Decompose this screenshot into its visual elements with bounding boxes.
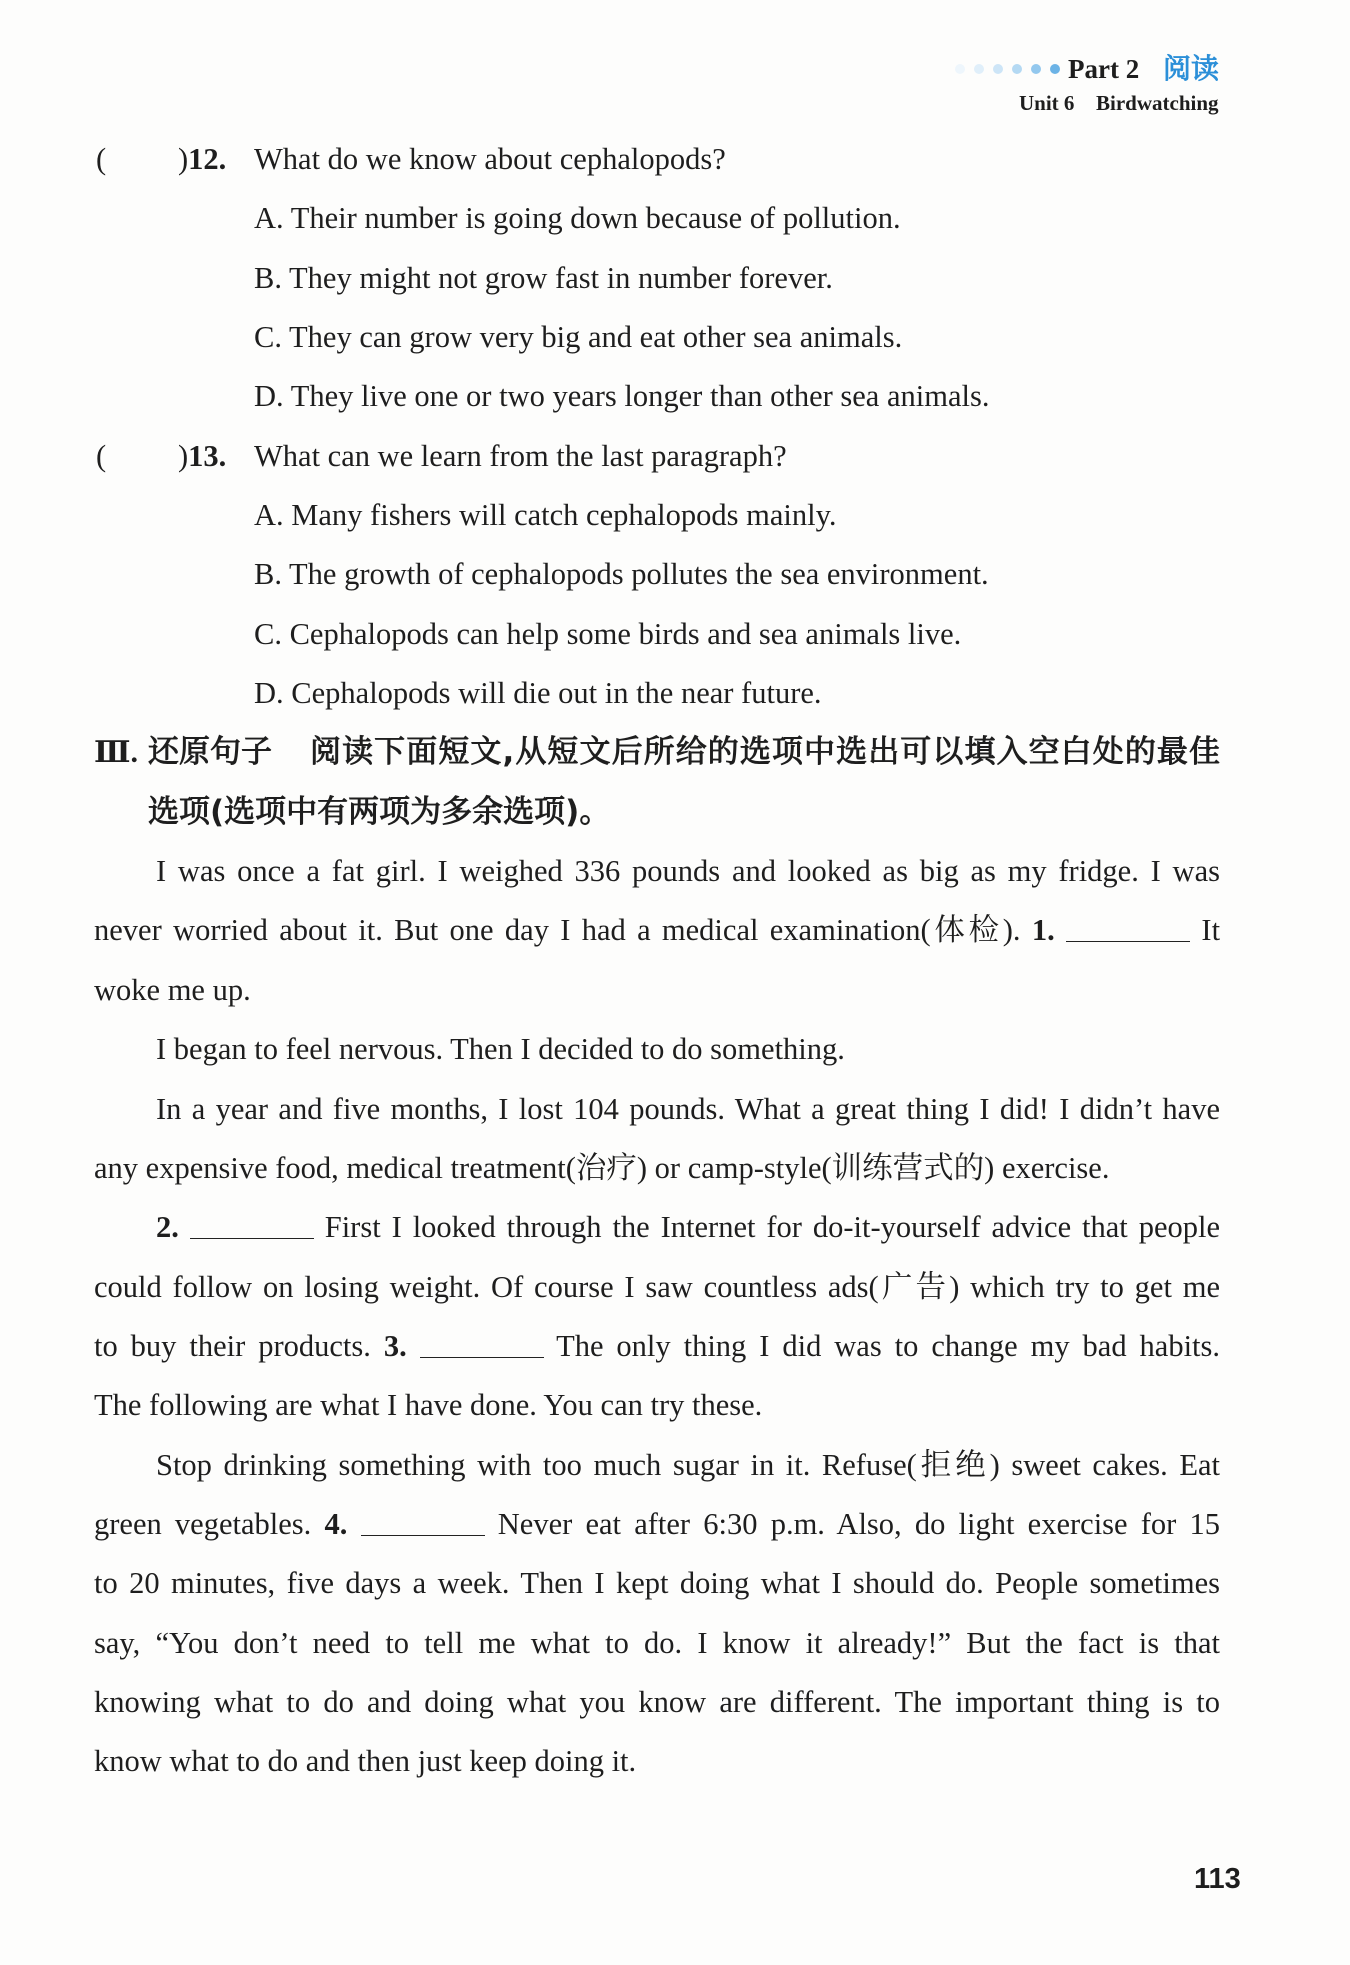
answer-bracket-open: (: [96, 142, 107, 176]
decor-dot: [993, 64, 1003, 74]
section-title: 还原句子: [148, 734, 272, 771]
question-13: [94, 427, 1220, 486]
page-body: [94, 130, 1220, 1792]
passage-line: any expensive food, medical treatment(治疗) or camp-style(训练营式的) exercise.: [94, 1150, 1110, 1185]
blank-number: 3.: [383, 1328, 407, 1363]
line-text: green vegetables.: [94, 1506, 312, 1541]
passage-line: know what to do and then just keep doing it.: [94, 1744, 637, 1779]
passage-line: [94, 1495, 1220, 1554]
option-c: C. Cephalopods can help some birds and sea animals live.: [254, 616, 962, 651]
option-d: D. They live one or two years longer than other sea animals.: [254, 379, 990, 414]
section-number: Ⅲ.: [94, 736, 139, 770]
passage-paragraph: [94, 1198, 1220, 1435]
decor-dot: [974, 64, 984, 74]
passage-line: Stop drinking something with too much sugar in it. Refuse(拒绝) sweet cakes. Eat: [156, 1447, 1220, 1482]
page-number: 113: [1194, 1863, 1241, 1895]
decor-dot: [955, 64, 965, 74]
question-12: [94, 130, 1220, 189]
passage-line: I was once a fat girl. I weighed 336 pounds and looked as big as my fridge. I was: [156, 854, 1220, 889]
answer-blank: [361, 1534, 485, 1536]
question-stem: What do we know about cephalopods?: [254, 142, 726, 176]
answer-bracket-close: ): [178, 142, 189, 176]
decor-dot: [1031, 64, 1041, 74]
question-number-label: 12.: [188, 142, 227, 176]
answer-bracket-close: ): [178, 438, 189, 473]
passage-line: [94, 1317, 1220, 1376]
line-text: It: [1201, 913, 1221, 948]
passage-paragraph: [94, 1080, 1220, 1199]
passage-line: In a year and five months, I lost 104 pounds. What a great thing I did! I didn’t have: [156, 1091, 1220, 1126]
line-text: Never eat after 6:30 p.m. Also, do light exercise for 15: [497, 1506, 1221, 1541]
passage-line: say, “You don’t need to tell me what to do. I know it already!” But the fact is that: [94, 1625, 1220, 1660]
question-stem: What can we learn from the last paragraph?: [254, 438, 787, 473]
line-text: The only thing I did was to change my bad habits.: [556, 1328, 1221, 1363]
passage-line: [94, 1198, 1220, 1257]
option-b: B. They might not grow fast in number forever.: [254, 260, 833, 295]
question-number: [178, 427, 226, 486]
blank-number: 4.: [324, 1506, 348, 1541]
option-d: D. Cephalopods will die out in the near future.: [254, 676, 822, 711]
passage-line: woke me up.: [94, 972, 251, 1007]
passage-paragraph: [94, 1020, 1220, 1079]
passage-line: I began to feel nervous. Then I decided to do something.: [156, 1032, 845, 1067]
header-part-label: Part 2: [1068, 54, 1140, 84]
question-number: [178, 130, 226, 189]
option-a: A. Their number is going down because of pollution.: [254, 201, 901, 236]
answer-blank: [1066, 940, 1190, 942]
answer-blank: [420, 1356, 544, 1358]
line-text: First I looked through the Internet for do-it-yourself advice that people: [324, 1210, 1221, 1245]
option-c: C. They can grow very big and eat other sea animals.: [254, 320, 903, 355]
passage-line: The following are what I have done. You can try these.: [94, 1388, 763, 1423]
blank-number: 2.: [156, 1210, 179, 1245]
section-heading: [94, 723, 1220, 782]
section-instruction: 阅读下面短文,从短文后所给的选项中选出可以填入空白处的最佳: [310, 734, 1220, 771]
passage-line: to 20 minutes, five days a week. Then I kept doing what I should do. People sometimes: [94, 1566, 1220, 1601]
header-part-cn: 阅读: [1163, 52, 1220, 85]
passage-line: could follow on losing weight. Of course I saw countless ads(广告) which try to get me: [94, 1269, 1220, 1304]
line-text: never worried about it. But one day I had a medical examination(体检).: [94, 913, 1021, 948]
passage-line: knowing what to do and doing what you know are different. The important thing is to: [94, 1684, 1220, 1719]
option-a: A. Many fishers will catch cephalopods mainly.: [254, 498, 837, 533]
passage-line: [94, 901, 1220, 960]
blank-number: 1.: [1031, 913, 1055, 948]
answer-bracket-open: (: [96, 438, 107, 473]
line-text: to buy their products.: [94, 1328, 371, 1363]
passage-paragraph: [94, 842, 1220, 1020]
decor-dot: [1012, 64, 1022, 74]
header-decor-dots: [955, 64, 1060, 74]
answer-blank: [190, 1237, 314, 1239]
option-b: B. The growth of cephalopods pollutes the sea environment.: [254, 557, 989, 592]
question-number-label: 13.: [188, 438, 227, 473]
passage-paragraph: [94, 1436, 1220, 1792]
section-instruction-continued: 选项(选项中有两项为多余选项)。: [148, 793, 611, 830]
header-unit-number: Unit 6: [1019, 91, 1075, 115]
header-unit-title: Birdwatching: [1096, 91, 1219, 115]
decor-dot: [1050, 64, 1060, 74]
